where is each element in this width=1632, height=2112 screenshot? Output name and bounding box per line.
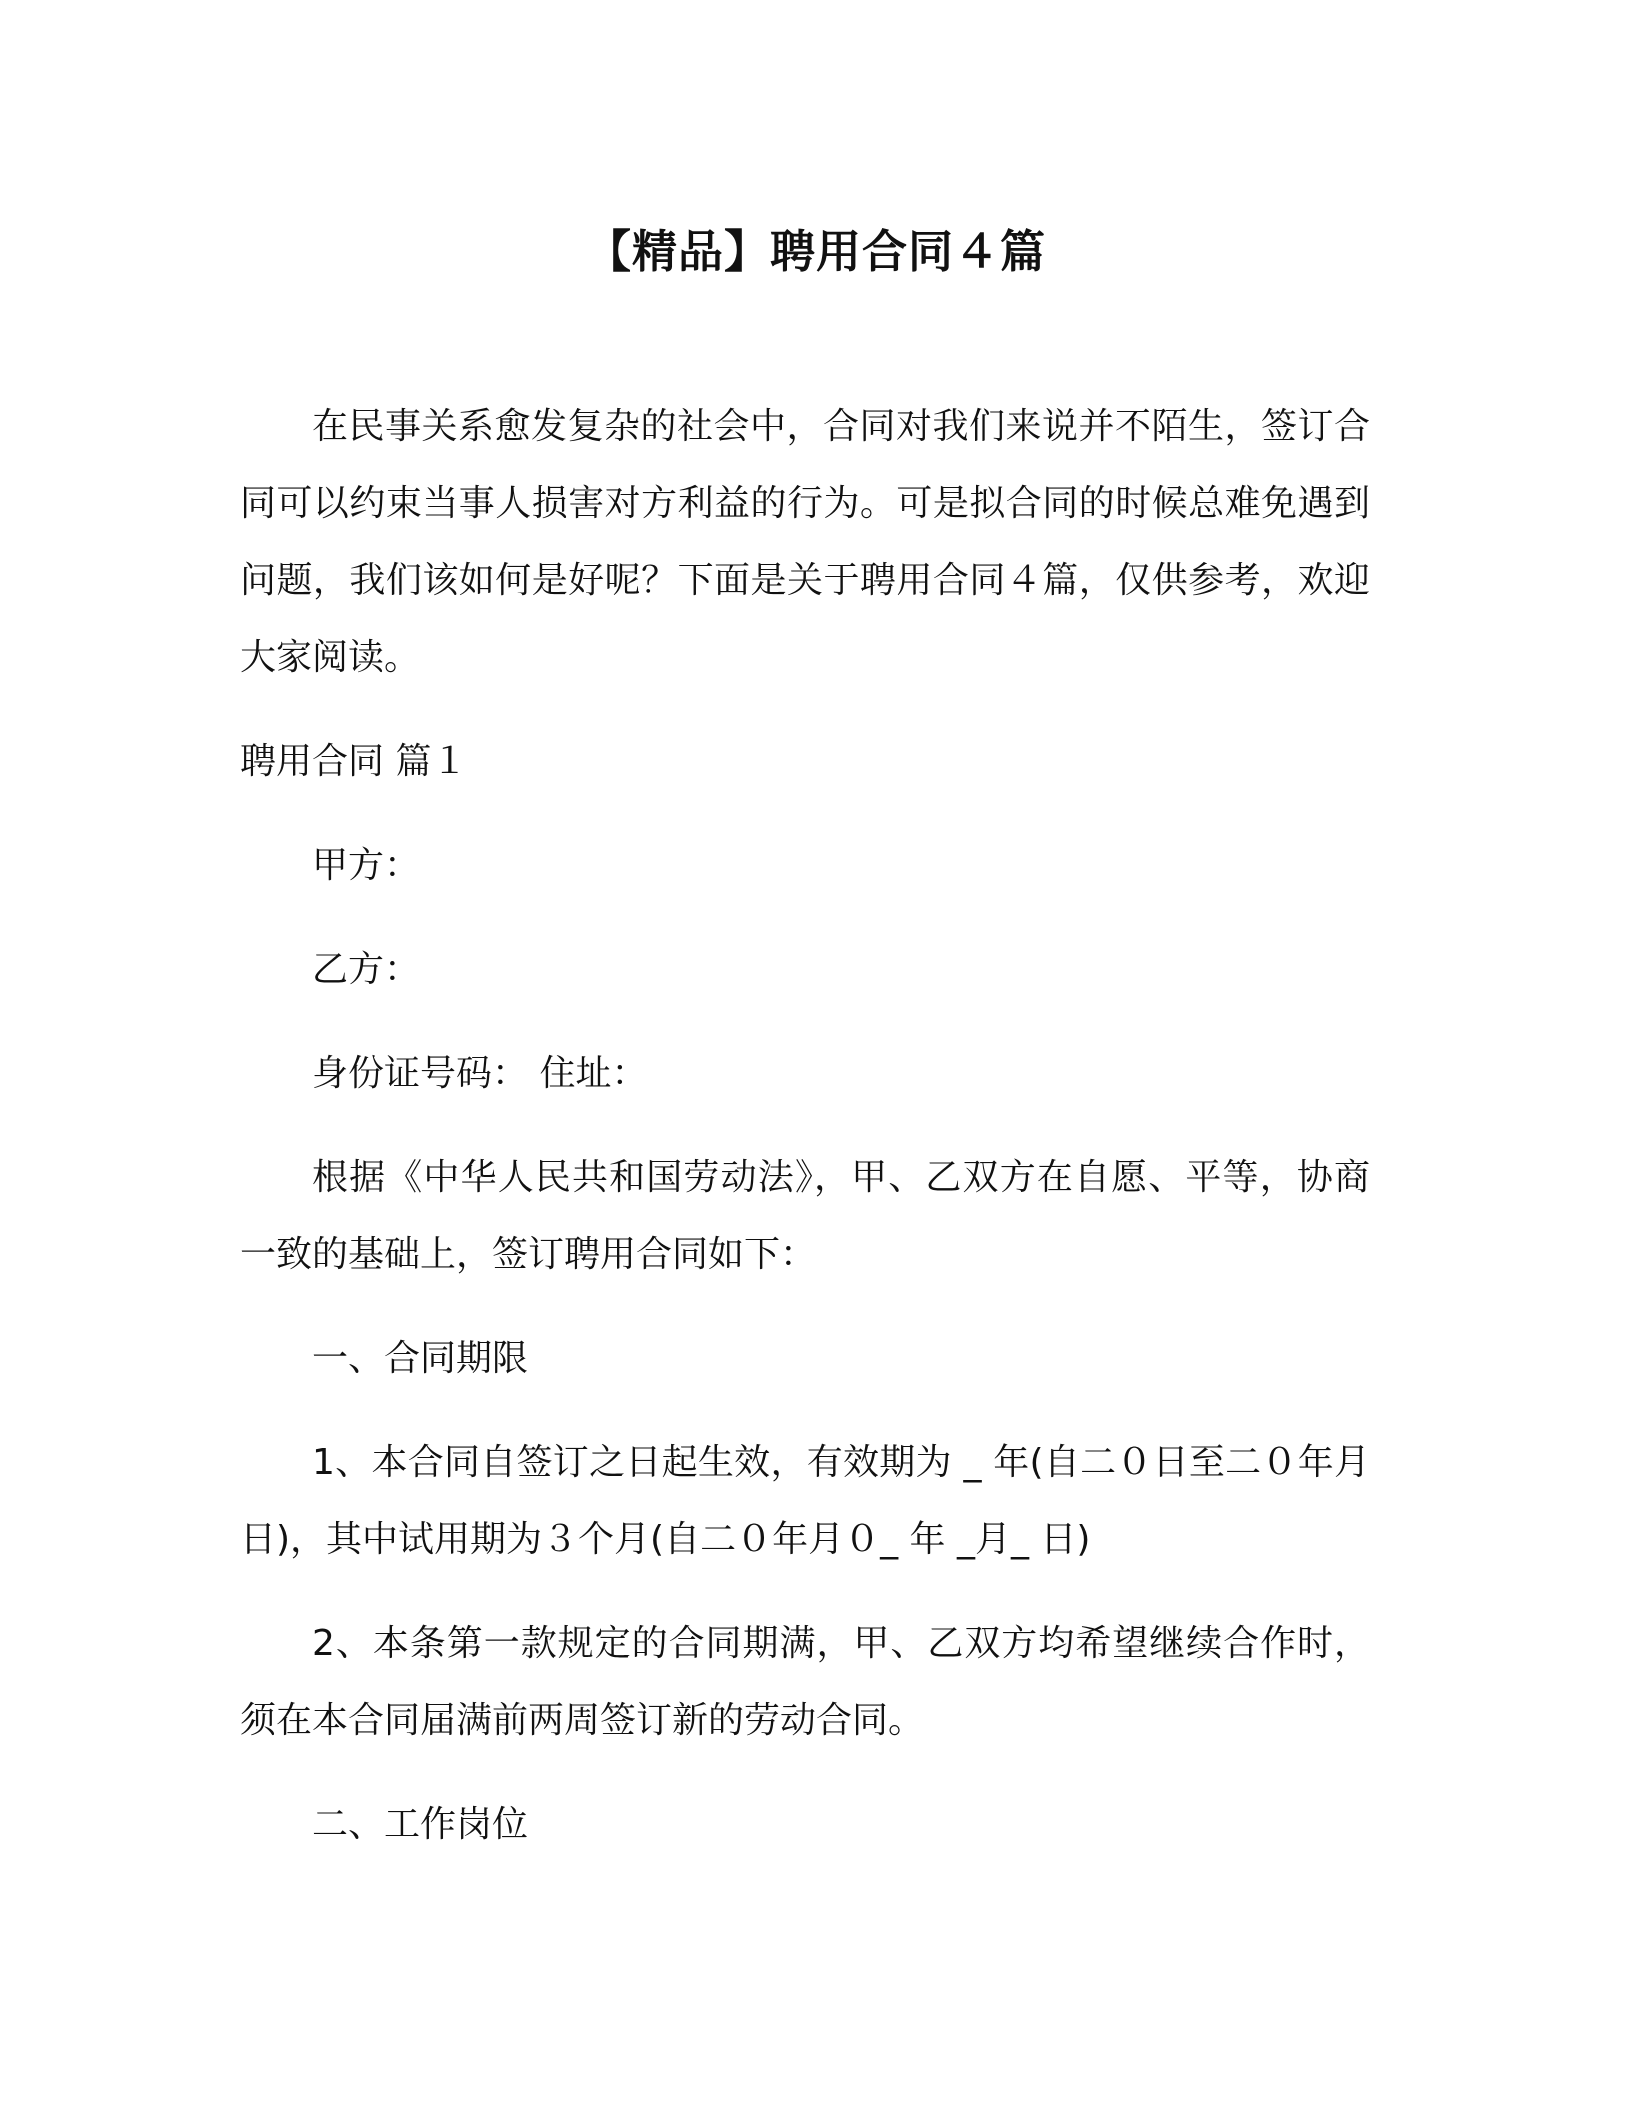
clause-term-item-1: 1、本合同自签订之日起生效，有效期为 _ 年(自二０日至二０年月 日)，其中试用期为３个月(自二０年月０_ 年 _月_ 日) (240, 1442, 1370, 1560)
document-body (240, 388, 1370, 1863)
intro-paragraph: 在民事关系愈发复杂的社会中，合同对我们来说并不陌生，签订合同可以约束当事人损害对方利益的行为。可是拟合同的时候总难免遇到问题，我们该如何是好呢？下面是关于聘用合同４篇，仅供参考，欢迎大家阅读。 (240, 406, 1370, 678)
party-b-line: 乙方： (312, 949, 421, 990)
party-a-line: 甲方： (312, 845, 421, 886)
basis-paragraph: 根据《中华人民共和国劳动法》，甲、乙双方在自愿、平等，协商一致的基础上，签订聘用合同如下： (240, 1157, 1370, 1275)
clause-term-item-2: 2、本条第一款规定的合同期满，甲、乙双方均希望继续合作时，须在本合同届满前两周签订新的劳动合同。 (240, 1623, 1370, 1741)
document-title: 【精品】聘用合同４篇 (585, 225, 1046, 278)
id-address-line: 身份证号码： 住址： (312, 1053, 648, 1094)
section-heading: 聘用合同 篇１ (240, 741, 468, 782)
clause-heading-position: 二、工作岗位 (312, 1804, 529, 1845)
clause-heading-term: 一、合同期限 (312, 1338, 529, 1379)
